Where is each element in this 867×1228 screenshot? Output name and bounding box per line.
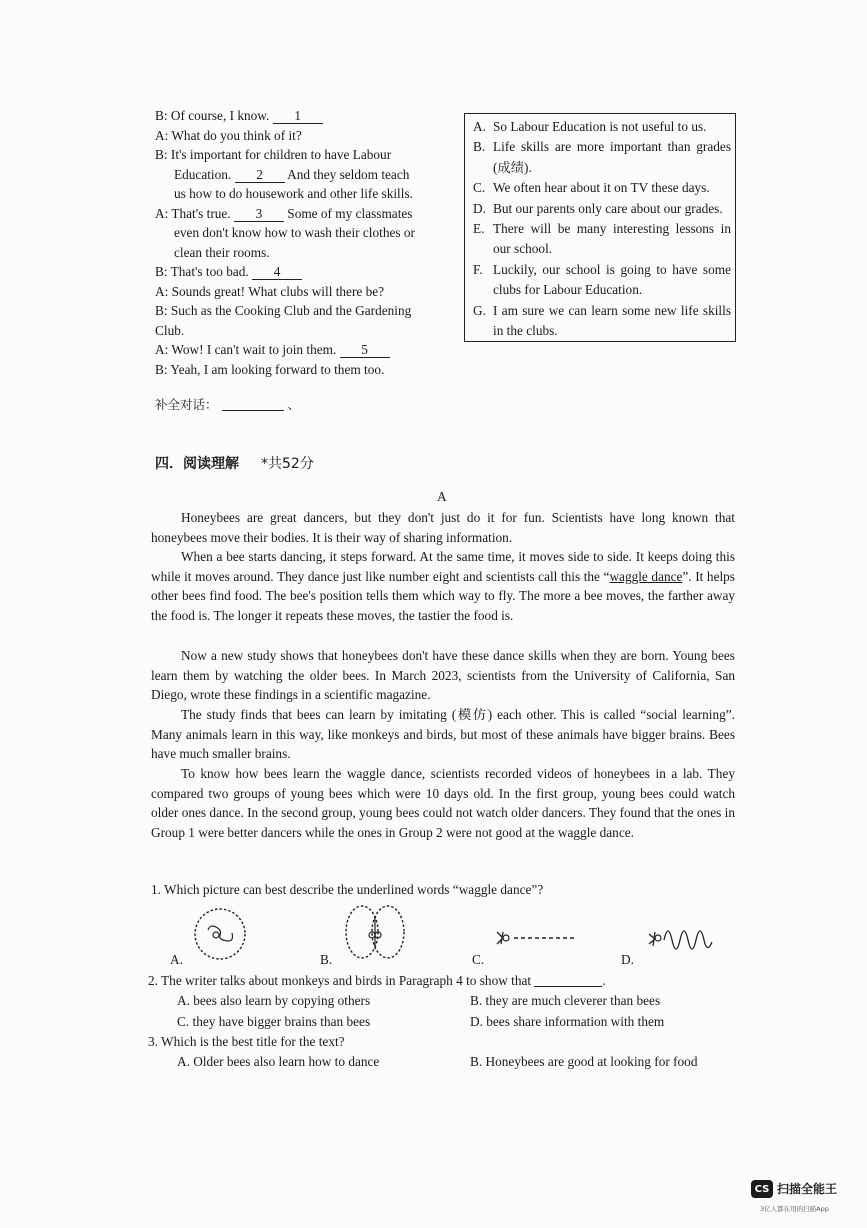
waggle-picture-c[interactable] [494,928,576,948]
option-text: Luckily, our school is going to have some clubs for Labour Education. [493,261,731,298]
dialogue-text: clean their rooms. [174,244,270,260]
option-item[interactable] [473,301,731,342]
section-score: *共52分 [261,456,314,472]
dialogue-blank[interactable]: 4 [252,264,302,280]
paragraph-5 [151,764,735,843]
dialogue-text: B: That's too bad. [155,264,253,279]
dialogue-line [155,321,415,341]
option-key: F. [473,261,483,277]
option-text: I am sure we can learn some new life skills in the clubs. [493,302,731,339]
dialogue-blank[interactable]: 3 [234,206,284,222]
dialogue-text-after: Some of my classmates [283,205,413,221]
dialogue-text: B: Yeah, I am looking forward to them too. [155,361,385,377]
paragraph-1 [151,508,735,547]
dialogue-line [155,106,415,126]
footer-tagline: 3亿人都在用的扫描App [760,1205,829,1213]
paragraph-4 [151,705,735,764]
paragraph-2-text-b: ”. It helps other bees find food. The bee's position tells them which way to fly. The more a bee moves, the farther away the food is. The longer it repeats these moves, the tastier the food is. [151,568,735,624]
dialogue [155,106,415,379]
option-key: B. [473,139,486,155]
picture-label-d: D. [621,952,634,967]
question-2-text: 2. The writer talks about monkeys and birds in Paragraph 4 to show that [148,973,532,988]
question-2-end: . [602,973,606,988]
option-text: There will be many interesting lessons in our school. [493,221,731,257]
q2-option-b[interactable]: B. they are much cleverer than bees [470,993,661,1008]
paragraph-4-text: The study finds that bees can learn by imitating (模仿) each other. This is called “social learning”. Many animals learn in this way, like monkeys and birds, but most of these animals have bigger brains. Bees have much smaller brains. [151,707,735,762]
dialogue-line [155,340,415,360]
q2-option-a[interactable]: A. bees also learn by copying others [177,993,371,1008]
q2-option-c[interactable]: C. they have bigger brains than bees [177,1014,371,1029]
paragraph-5-text: To know how bees learn the waggle dance, scientists recorded videos of honeybees in a lab. They compared two groups of young bees which were 10 days old. In the first group, young bees could watch older ones dance. In the second group, young bees could not watch older dancers. They found that the ones in Group 1 were better dancers while the ones in Group 2 were not good at the waggle dance. [151,766,735,841]
dialogue-text: A: Sounds great! What clubs will there be? [155,283,385,299]
dialogue-line [155,360,415,380]
dialogue-text: Club. [155,322,185,338]
picture-label-b: B. [320,952,333,967]
dialogue-blank[interactable]: 5 [340,342,390,358]
paragraph-2-text-a: When a bee starts dancing, it steps forward. At the same time, it moves side to side. It keeps doing this while it moves around. They dance just like number eight and scientists call this the “ [151,549,735,584]
question-1: 1. Which picture can best describe the underlined words “waggle dance”? [151,882,544,897]
scanner-logo-icon: CS [751,1180,773,1198]
option-key: D. [473,200,486,216]
dialogue-line [155,204,415,224]
picture-label-a: A. [170,952,183,967]
dialogue-line [155,243,415,263]
dialogue-text: Education. [174,166,235,182]
waggle-picture-a[interactable] [192,902,254,964]
fill-answer-line [155,395,300,415]
question-2-blank[interactable] [534,974,602,987]
waggle-picture-d[interactable] [646,918,724,960]
dialogue-line [155,126,415,146]
paragraph-2 [151,547,735,626]
waggle-picture-b[interactable] [342,903,408,963]
fill-blank[interactable] [222,398,284,411]
option-key: A. [473,119,486,134]
option-text: We often hear about it on TV these days. [493,180,710,196]
question-2 [148,971,606,991]
picture-label-c: C. [472,952,485,967]
option-text: But our parents only care about our grades. [493,200,723,216]
dialogue-blank[interactable]: 2 [235,167,285,183]
option-item[interactable] [473,137,731,178]
dialogue-text: A: Wow! I can't wait to join them. [155,342,340,357]
fill-label: 补全对话： [155,397,218,412]
dialogue-text: A: That's true. [155,205,234,221]
dialogue-text: even don't know how to wash their clothes or [174,225,415,240]
dialogue-text: B: Of course, I know. [155,108,273,123]
option-text: Life skills are more important than grades (成绩). [493,139,731,175]
option-key: G. [473,302,486,318]
option-item[interactable] [473,117,731,137]
option-item[interactable] [473,219,731,260]
dialogue-line [155,282,415,302]
underlined-words: waggle dance [609,568,683,584]
dialogue-text: A: What do you think of it? [155,127,302,143]
dialogue-line [155,301,415,321]
section-title [155,453,314,473]
dialogue-line [155,165,415,185]
paragraph-3 [151,646,735,705]
dialogue-line [155,145,415,165]
dialogue-text: B: It's important for children to have Labour [155,147,392,162]
fill-end: 、 [287,397,300,412]
q2-option-d[interactable]: D. bees share information with them [470,1014,665,1029]
options-box [464,113,736,342]
option-key: E. [473,221,485,237]
paragraph-1-text: Honeybees are great dancers, but they don't just do it for fun. Scientists have long known that honeybees move their bodies. It is their way of sharing information. [151,510,735,545]
question-3: 3. Which is the best title for the text? [148,1034,345,1049]
dialogue-text-after: And they seldom teach [284,166,410,182]
passage-letter: A [437,489,447,504]
option-key: C. [473,180,486,196]
option-item[interactable] [473,199,731,219]
option-text: So Labour Education is not useful to us. [493,119,707,134]
option-item[interactable] [473,260,731,301]
dialogue-line [155,184,415,204]
option-item[interactable] [473,178,731,198]
section-title-text: 四．阅读理解 [155,456,239,472]
q3-option-b[interactable]: B. Honeybees are good at looking for food [470,1054,698,1069]
dialogue-blank[interactable]: 1 [273,108,323,124]
dialogue-text: B: Such as the Cooking Club and the Gardening [155,303,412,318]
dialogue-text: us how to do housework and other life skills. [174,186,413,201]
footer-brand: 扫描全能王 [777,1182,838,1196]
paragraph-3-text: Now a new study shows that honeybees don't have these dance skills when they are born. Young bees learn them by watching the older bees. In March 2023, scientists from the University of California, San Diego, wrote these findings in a scientific magazine. [151,648,735,703]
q3-option-a[interactable]: A. Older bees also learn how to dance [177,1054,380,1069]
dialogue-line [155,223,415,243]
dialogue-line [155,262,415,282]
